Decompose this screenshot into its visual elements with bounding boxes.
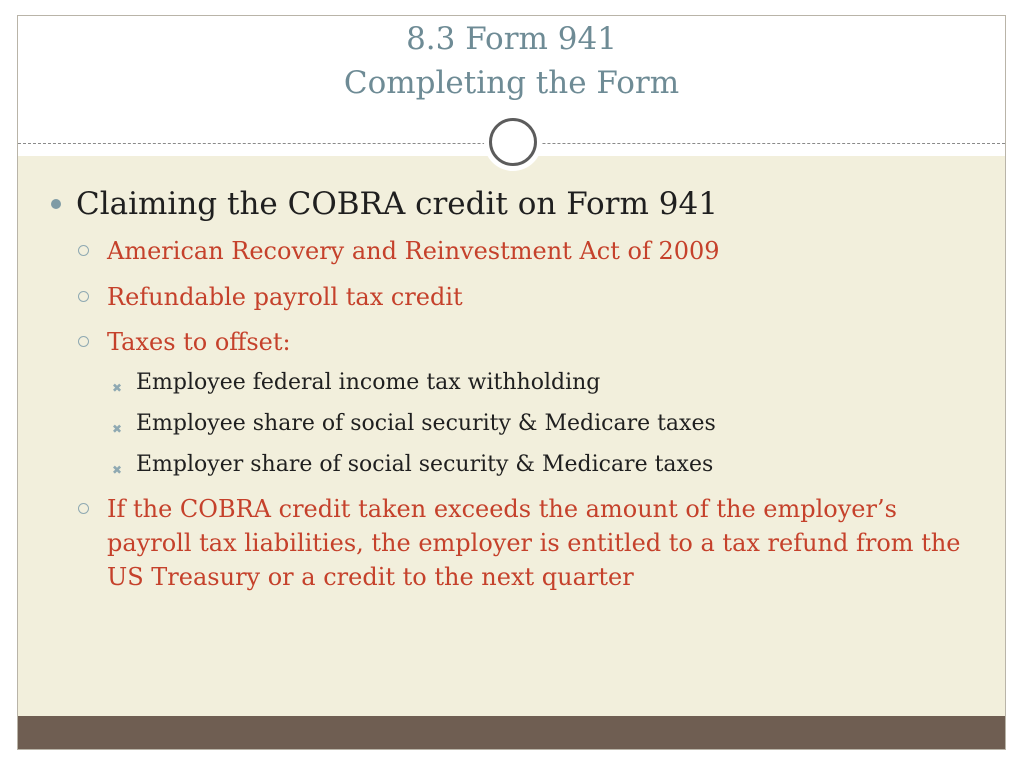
filled-circle-icon xyxy=(51,199,61,209)
bullet-text: Refundable payroll tax credit xyxy=(107,283,463,311)
title-line-2: Completing the Form xyxy=(343,65,680,101)
bullet-text: Employee share of social security & Medicare taxes xyxy=(136,411,716,436)
footer-bar xyxy=(18,716,1005,750)
open-circle-icon xyxy=(78,291,89,302)
circle-ornament-icon xyxy=(484,113,542,171)
bullet-text: If the COBRA credit taken exceeds the amount of the employer’s payroll tax liabilities, the employer is entitled to a tax refund from the US Treasury or a credit to the next quarter xyxy=(107,495,961,591)
title-line-1: 8.3 Form 941 xyxy=(406,21,617,57)
bullet-text: Employee federal income tax withholding xyxy=(136,370,601,395)
ring-icon xyxy=(489,118,537,166)
slide-title xyxy=(18,17,1005,105)
bullet-text: American Recovery and Reinvestment Act of 2009 xyxy=(107,237,720,265)
x-mark-icon: ✖ xyxy=(112,422,123,436)
open-circle-icon xyxy=(78,245,89,256)
bullet-text: Claiming the COBRA credit on Form 941 xyxy=(76,186,718,222)
bullet-text: Taxes to offset: xyxy=(107,328,291,356)
slide-body xyxy=(18,156,1005,716)
open-circle-icon xyxy=(78,503,89,514)
slide xyxy=(17,15,1006,750)
open-circle-icon xyxy=(78,336,89,347)
x-mark-icon: ✖ xyxy=(112,463,123,477)
bullet-text: Employer share of social security & Medicare taxes xyxy=(136,452,714,477)
x-mark-icon: ✖ xyxy=(112,381,123,395)
